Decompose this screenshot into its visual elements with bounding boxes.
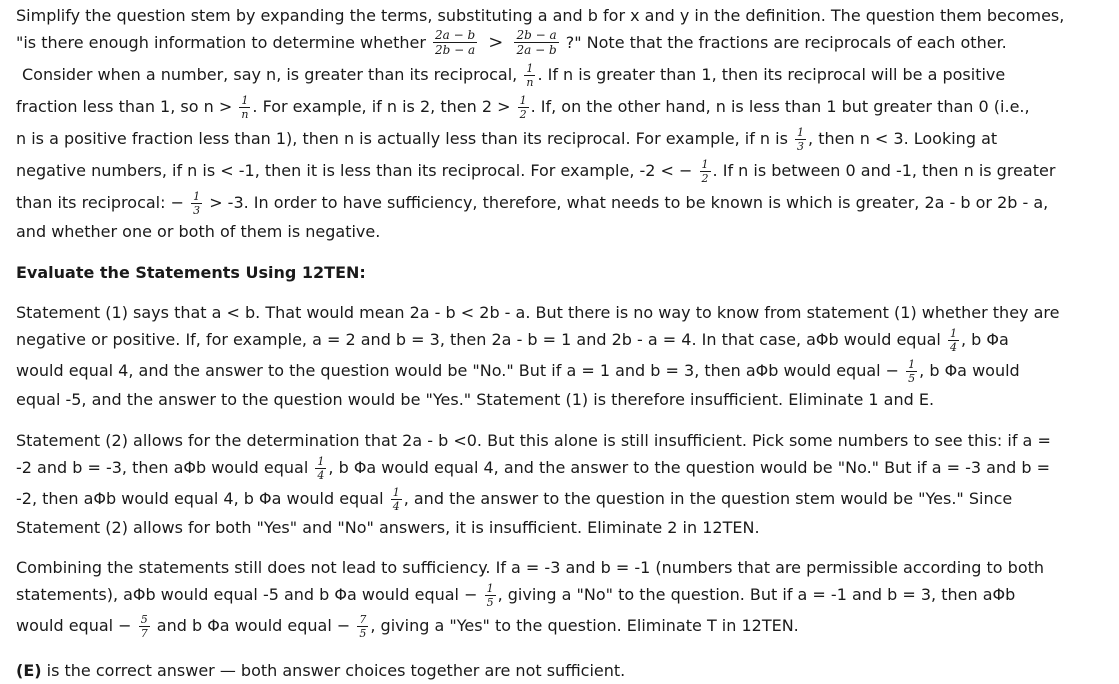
text-span: n is a positive fraction less than 1), then n is actually less than its reciprocal. For example, if n is	[16, 129, 788, 149]
numerator: 1	[486, 582, 494, 595]
fraction-5-over-7	[139, 613, 150, 640]
p2-line-2	[16, 94, 1030, 121]
text-span: . If n is between 0 and -1, then n is greater	[712, 161, 1056, 181]
answer-text: is the correct answer — both answer choices together are not sufficient.	[41, 661, 626, 680]
fraction-1-over-2	[518, 94, 529, 121]
denominator: 4	[317, 469, 325, 483]
numerator: 1	[519, 94, 527, 107]
text-span: . If, on the other hand, n is less than 1 but greater than 0 (i.e.,	[530, 97, 1030, 117]
fraction-1-over-4	[391, 486, 402, 513]
denominator: 2	[701, 172, 709, 186]
p1-line-1: Simplify the question stem by expanding the terms, substituting a and b for x and y in the definition. The question them becomes,	[16, 6, 1065, 25]
numerator: 1	[241, 94, 249, 107]
numerator: 1	[701, 158, 709, 171]
text-span: . For example, if n is 2, then 2 >	[252, 97, 511, 117]
denominator: n	[241, 108, 249, 122]
denominator: 7	[140, 627, 148, 641]
text-span: > -3. In order to have sufficiency, therefore, what needs to be known is which is greater, 2a - b or 2b - a,	[209, 193, 1049, 213]
numerator: 2b − a	[516, 28, 557, 42]
text-span: would equal 4, and the answer to the question would be "No." But if a = 1 and b = 3, then aΦb would equal −	[16, 361, 900, 381]
text-span: , b Φa would	[919, 361, 1020, 381]
p3-line-1: Statement (1) says that a < b. That would mean 2a - b < 2b - a. But there is no way to know from statement (1) whether they are	[16, 303, 1060, 322]
numerator: 1	[317, 455, 325, 468]
answer-line	[16, 659, 625, 684]
p1-line-2	[16, 28, 1007, 58]
denominator: 3	[193, 204, 201, 218]
fraction-1-over-4	[948, 327, 959, 354]
denominator: n	[526, 76, 534, 90]
numerator: 1	[392, 486, 400, 499]
numerator: 1	[797, 126, 805, 139]
fraction-1-over-3	[191, 190, 202, 217]
fraction-1-over-n	[524, 62, 535, 89]
p5-line-2	[16, 582, 1015, 609]
fraction-7-over-5	[357, 613, 368, 640]
p2-line-6: and whether one or both of them is negative.	[16, 222, 381, 241]
p2-line-1	[22, 62, 1005, 89]
text-span: and b Φa would equal −	[156, 616, 351, 636]
text-span: , then n < 3. Looking at	[808, 129, 998, 149]
text-span: than its reciprocal: −	[16, 193, 184, 213]
denominator: 3	[797, 140, 805, 154]
text-span: , and the answer to the question in the question stem would be "Yes." Since	[403, 489, 1013, 509]
denominator: 4	[949, 341, 957, 355]
fraction-1-over-2	[700, 158, 711, 185]
text-span: -2 and b = -3, then aΦb would equal	[16, 458, 309, 478]
text-span: negative numbers, if n is < -1, then it is less than its reciprocal. For example, -2 < −	[16, 161, 693, 181]
denominator: 4	[392, 500, 400, 514]
numerator: 1	[949, 327, 957, 340]
numerator: 5	[140, 613, 148, 626]
denominator: 2	[519, 108, 527, 122]
answer-choice: (E)	[16, 661, 42, 680]
text-span: . If n is greater than 1, then its reciprocal will be a positive	[537, 65, 1006, 85]
greater-than-symbol: >	[488, 31, 504, 53]
p4-line-2	[16, 455, 1050, 482]
fraction-1-over-4	[315, 455, 326, 482]
text-span: , giving a "No" to the question. But if a = -1 and b = 3, then aΦb	[497, 585, 1016, 605]
text-span: negative or positive. If, for example, a = 2 and b = 3, then 2a - b = 1 and 2b - a = 4. In that case, aΦb would equal	[16, 330, 941, 350]
p2-line-3	[16, 126, 997, 153]
text-span: -2, then aΦb would equal 4, b Φa would equal	[16, 489, 384, 509]
p2-line-4	[16, 158, 1055, 185]
fraction-2b-a-over-2a-b	[514, 28, 558, 58]
denominator: 5	[486, 596, 494, 610]
text-span: statements), aΦb would equal -5 and b Φa would equal −	[16, 585, 478, 605]
text-span: , b Φa would equal 4, and the answer to the question would be "No." But if a = -3 and b =	[328, 458, 1050, 478]
fraction-1-over-3	[795, 126, 806, 153]
section-heading: Evaluate the Statements Using 12TEN:	[16, 263, 366, 282]
text-span: , b Φa	[960, 330, 1009, 350]
p3-line-4: equal -5, and the answer to the question would be "Yes." Statement (1) is therefore insufficient. Eliminate 1 and E.	[16, 390, 935, 409]
fraction-2a-b-over-2b-a	[433, 28, 477, 58]
p4-line-1: Statement (2) allows for the determination that 2a - b <0. But this alone is still insufficient. Pick some numbers to see this: if a =	[16, 431, 1051, 450]
denominator: 2b − a	[435, 43, 476, 58]
numerator: 1	[193, 190, 201, 203]
text-span: , giving a "Yes" to the question. Eliminate T in 12TEN.	[370, 616, 799, 636]
fraction-1-over-5	[906, 358, 917, 385]
p5-line-1: Combining the statements still does not lead to sufficiency. If a = -3 and b = -1 (numbers that are permissible according to both	[16, 558, 1045, 577]
p3-line-3	[16, 358, 1020, 385]
p4-line-4: Statement (2) allows for both "Yes" and "No" answers, it is insufficient. Eliminate 2 in 12TEN.	[16, 518, 760, 537]
text-span: ?" Note that the fractions are reciprocals of each other.	[565, 32, 1007, 52]
numerator: 2a − b	[435, 28, 476, 42]
denominator: 5	[359, 627, 367, 641]
p3-line-2	[16, 327, 1009, 354]
numerator: 1	[908, 358, 916, 371]
numerator: 1	[526, 62, 534, 75]
denominator: 2a − b	[516, 43, 557, 58]
numerator: 7	[359, 613, 367, 626]
text-span: fraction less than 1, so n >	[16, 97, 233, 117]
text-span: Consider when a number, say n, is greater than its reciprocal,	[22, 65, 518, 85]
p5-line-3	[16, 613, 799, 640]
text-span: "is there enough information to determine whether	[16, 32, 426, 52]
fraction-1-over-5	[485, 582, 496, 609]
denominator: 5	[908, 372, 916, 386]
p2-line-5	[16, 190, 1048, 217]
text-span: would equal −	[16, 616, 132, 636]
fraction-1-over-n	[239, 94, 250, 121]
p4-line-3	[16, 486, 1012, 513]
